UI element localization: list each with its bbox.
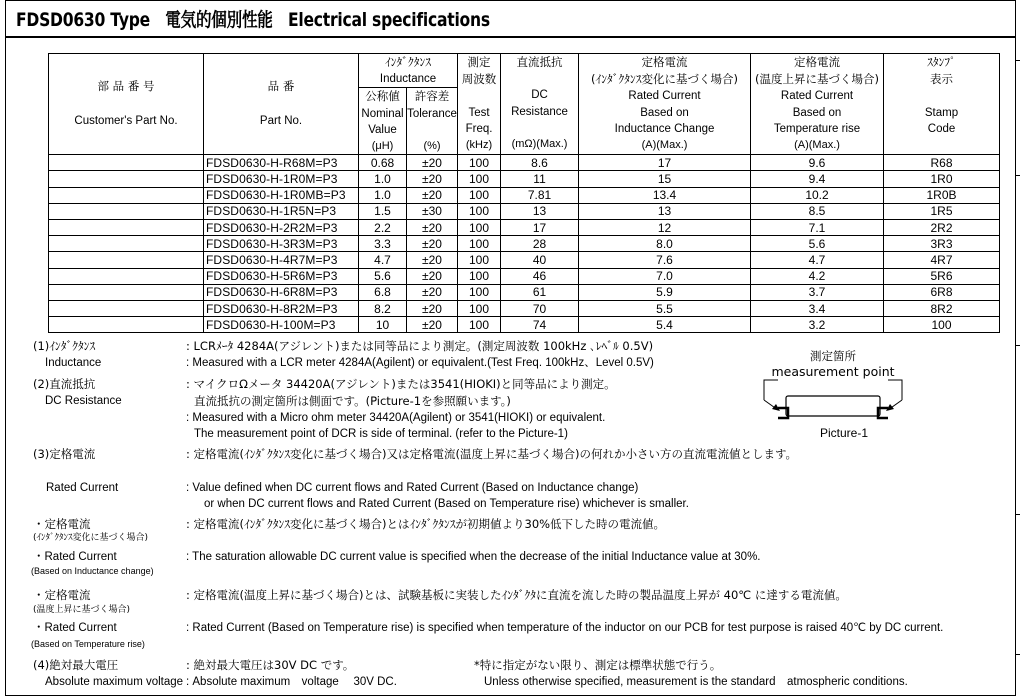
picture-label: Picture-1 bbox=[820, 426, 869, 440]
table-cell-dcr: 8.6 bbox=[501, 155, 579, 171]
table-cell-stamp: 5R6 bbox=[884, 268, 1000, 284]
table-cell-customer bbox=[49, 252, 204, 268]
table-cell-part: FDSD0630-H-100M=P3 bbox=[204, 317, 359, 333]
table-cell-part: FDSD0630-H-2R2M=P3 bbox=[204, 219, 359, 235]
table-row bbox=[49, 155, 1000, 171]
table-cell-tol: ±20 bbox=[407, 236, 458, 252]
table-cell-rl: 5.5 bbox=[579, 300, 751, 316]
table-cell-dcr: 61 bbox=[501, 284, 579, 300]
table-cell-rl: 12 bbox=[579, 219, 751, 235]
table-cell-freq: 100 bbox=[458, 317, 501, 333]
table-row bbox=[49, 268, 1000, 284]
header-nominal-value: 公称値 Nominal Value (μH) bbox=[359, 88, 407, 155]
table-cell-nominal: 4.7 bbox=[359, 252, 407, 268]
table-cell-rl: 15 bbox=[579, 171, 751, 187]
note-rated-text-jp: : 定格電流(ｲﾝﾀﾞｸﾀﾝｽ変化に基づく場合)又は定格電流(温度上昇に基づく場合)の何れか小さい方の直流電流値とします。 bbox=[186, 447, 798, 461]
header-inductance: ｲﾝﾀﾞｸﾀﾝｽ Inductance bbox=[359, 54, 458, 88]
margin-tick bbox=[1016, 654, 1020, 655]
table-cell-freq: 100 bbox=[458, 219, 501, 235]
table-cell-part: FDSD0630-H-R68M=P3 bbox=[204, 155, 359, 171]
table-cell-nominal: 6.8 bbox=[359, 284, 407, 300]
note-rated-text-en: : Value defined when DC current flows and Rated Current (Based on Inductance change) or when DC current flows and Rated Current (Based on Temperature rise) whichever is smaller. bbox=[186, 482, 689, 510]
note-voltage-label: (4)絶対最大電圧 Absolute maximum voltage bbox=[33, 658, 184, 688]
table-cell-stamp: 1R5 bbox=[884, 203, 1000, 219]
table-cell-rl: 13 bbox=[579, 203, 751, 219]
table-cell-rl: 7.0 bbox=[579, 268, 751, 284]
table-cell-tol: ±20 bbox=[407, 219, 458, 235]
margin-tick bbox=[1016, 514, 1020, 515]
table-cell-stamp: 3R3 bbox=[884, 236, 1000, 252]
note-rated-t-label: ・定格電流 bbox=[33, 588, 91, 602]
note-dcr-label: (2)直流抵抗 DC Resistance bbox=[33, 377, 122, 407]
table-cell-dcr: 46 bbox=[501, 268, 579, 284]
table-cell-rt: 3.4 bbox=[751, 300, 884, 316]
table-row bbox=[49, 236, 1000, 252]
table-row bbox=[49, 300, 1000, 316]
note-rated-t-text-en: : Rated Current (Based on Temperature rise) is specified when temperature of the inductor on our PCB for test purpose is raised 40℃ by DC current. bbox=[186, 622, 944, 634]
table-cell-nominal: 1.0 bbox=[359, 171, 407, 187]
note-rated-t-label-en: ・Rated Current bbox=[33, 622, 117, 634]
table-cell-customer bbox=[49, 236, 204, 252]
table-cell-freq: 100 bbox=[458, 284, 501, 300]
table-row bbox=[49, 219, 1000, 235]
table-cell-rt: 5.6 bbox=[751, 236, 884, 252]
table-row bbox=[49, 171, 1000, 187]
header-test-freq: 測定 周波数 Test Freq. (kHz) bbox=[458, 54, 501, 155]
table-cell-dcr: 11 bbox=[501, 171, 579, 187]
table-cell-stamp: 1R0 bbox=[884, 171, 1000, 187]
table-cell-freq: 100 bbox=[458, 203, 501, 219]
note-rated-t-sub-en: (Based on Temperature rise) bbox=[31, 639, 145, 649]
table-cell-rt: 3.7 bbox=[751, 284, 884, 300]
table-row bbox=[49, 203, 1000, 219]
header-dc-resistance: 直流抵抗 DC Resistance (mΩ)(Max.) bbox=[501, 54, 579, 155]
table-cell-customer bbox=[49, 268, 204, 284]
table-cell-customer bbox=[49, 317, 204, 333]
note-rated-l-text-jp: : 定格電流(ｲﾝﾀﾞｸﾀﾝｽ変化に基づく場合)とはｲﾝﾀﾞｸﾀﾝｽが初期値より30%低下した時の電流値。 bbox=[186, 517, 666, 531]
header-part-no: 品 番 Part No. bbox=[204, 54, 359, 155]
spec-table bbox=[48, 53, 1000, 333]
title-bar bbox=[5, 0, 1016, 38]
table-cell-customer bbox=[49, 171, 204, 187]
note-rated-l-label: ・定格電流 bbox=[33, 517, 91, 531]
table-cell-stamp: 8R2 bbox=[884, 300, 1000, 316]
table-cell-customer bbox=[49, 155, 204, 171]
margin-tick bbox=[1016, 60, 1020, 61]
table-cell-tol: ±20 bbox=[407, 187, 458, 203]
note-voltage-text: : 絶対最大電圧は30V DC です。 : Absolute maximum voltage 30V DC. bbox=[186, 658, 397, 688]
table-cell-freq: 100 bbox=[458, 187, 501, 203]
table-row bbox=[49, 187, 1000, 203]
header-customer-part: 部 品 番 号 Customer's Part No. bbox=[49, 54, 204, 155]
table-cell-part: FDSD0630-H-8R2M=P3 bbox=[204, 300, 359, 316]
page-title: FDSD0630 Type 電気的個別性能 Electrical specifications bbox=[16, 9, 490, 31]
table-cell-nominal: 0.68 bbox=[359, 155, 407, 171]
table-cell-nominal: 2.2 bbox=[359, 219, 407, 235]
table-cell-nominal: 10 bbox=[359, 317, 407, 333]
note-rated-t-text-jp: : 定格電流(温度上昇に基づく場合)とは、試験基板に実装したｲﾝﾀﾞｸﾀに直流を流した時の製品温度上昇が 40℃ に達する電流値。 bbox=[186, 588, 847, 602]
table-cell-nominal: 1.5 bbox=[359, 203, 407, 219]
table-cell-rt: 9.4 bbox=[751, 171, 884, 187]
table-cell-rt: 3.2 bbox=[751, 317, 884, 333]
note-rated-l-sub-en: (Based on Inductance change) bbox=[31, 566, 154, 576]
header-rated-current-temperature: 定格電流 (温度上昇に基づく場合) Rated Current Based on Temperature rise (A)(Max.) bbox=[751, 54, 884, 155]
table-cell-freq: 100 bbox=[458, 171, 501, 187]
table-cell-part: FDSD0630-H-1R0MB=P3 bbox=[204, 187, 359, 203]
note-inductance-text: : LCRﾒｰﾀ 4284A(アジレント)または同等品により測定。(測定周波数 100kHz ､ﾚﾍﾞﾙ 0.5V) : Measured with a LCR meter 4284A(Agilent) or equivalent.(Test Freq. 100kHz、Level 0.5V) bbox=[186, 339, 654, 369]
header-stamp-code: ｽﾀﾝﾌﾟ 表示 Stamp Code bbox=[884, 54, 1000, 155]
bracket-right-line bbox=[888, 380, 902, 388]
note-rated-l-sub-jp: (ｲﾝﾀﾞｸﾀﾝｽ変化に基づく場合) bbox=[33, 533, 149, 543]
table-cell-tol: ±20 bbox=[407, 317, 458, 333]
table-cell-stamp: R68 bbox=[884, 155, 1000, 171]
note-rated-label-en: Rated Current bbox=[46, 482, 119, 494]
inductor-body bbox=[786, 396, 880, 416]
note-dcr-text: : マイクロΩメータ 34420A(アジレント)または3541(HIOKI)と同等品により測定。 直流抵抗の測定箇所は側面です。(Picture-1を参照願います。) : Measured with a Micro ohm meter 34420A(Agilent) or 3541(HIOKI) or equivalent. The measurement point of DCR is side of terminal. (refer to the Picture-1) bbox=[186, 377, 616, 440]
table-cell-nominal: 3.3 bbox=[359, 236, 407, 252]
table-cell-nominal: 5.6 bbox=[359, 268, 407, 284]
table-cell-customer bbox=[49, 284, 204, 300]
table-cell-customer bbox=[49, 187, 204, 203]
table-cell-dcr: 40 bbox=[501, 252, 579, 268]
table-row bbox=[49, 317, 1000, 333]
note-conditions: *特に指定がない限り、測定は標準状態で行う。 Unless otherwise specified, measurement is the standard atmospheric conditions. bbox=[474, 658, 908, 688]
note-rated-label-jp: (3)定格電流 bbox=[33, 447, 96, 461]
table-cell-freq: 100 bbox=[458, 155, 501, 171]
table-cell-rl: 5.9 bbox=[579, 284, 751, 300]
table-cell-rl: 8.0 bbox=[579, 236, 751, 252]
table-cell-rt: 9.6 bbox=[751, 155, 884, 171]
table-cell-dcr: 70 bbox=[501, 300, 579, 316]
note-rated-t-sub-jp: (温度上昇に基づく場合) bbox=[33, 605, 131, 615]
bracket-left-line bbox=[764, 380, 778, 388]
table-cell-freq: 100 bbox=[458, 236, 501, 252]
table-cell-tol: ±20 bbox=[407, 284, 458, 300]
table-cell-tol: ±20 bbox=[407, 155, 458, 171]
table-cell-part: FDSD0630-H-4R7M=P3 bbox=[204, 252, 359, 268]
spec-table-body bbox=[49, 155, 1000, 333]
table-cell-part: FDSD0630-H-5R6M=P3 bbox=[204, 268, 359, 284]
header-rated-current-inductance: 定格電流 (ｲﾝﾀﾞｸﾀﾝｽ変化に基づく場合) Rated Current Based on Inductance Change (A)(Max.) bbox=[579, 54, 751, 155]
table-cell-stamp: 6R8 bbox=[884, 284, 1000, 300]
table-cell-rl: 13.4 bbox=[579, 187, 751, 203]
table-cell-rt: 10.2 bbox=[751, 187, 884, 203]
table-cell-rt: 7.1 bbox=[751, 219, 884, 235]
table-cell-dcr: 17 bbox=[501, 219, 579, 235]
margin-tick bbox=[1016, 175, 1020, 176]
table-cell-customer bbox=[49, 300, 204, 316]
table-cell-dcr: 28 bbox=[501, 236, 579, 252]
table-cell-dcr: 13 bbox=[501, 203, 579, 219]
table-cell-rl: 7.6 bbox=[579, 252, 751, 268]
table-cell-stamp: 1R0B bbox=[884, 187, 1000, 203]
table-row bbox=[49, 284, 1000, 300]
table-cell-tol: ±30 bbox=[407, 203, 458, 219]
picture-title: 測定箇所 measurement point bbox=[771, 349, 895, 379]
table-cell-dcr: 7.81 bbox=[501, 187, 579, 203]
table-cell-tol: ±20 bbox=[407, 252, 458, 268]
table-cell-rl: 5.4 bbox=[579, 317, 751, 333]
margin-tick bbox=[1016, 345, 1020, 346]
table-cell-freq: 100 bbox=[458, 252, 501, 268]
table-cell-stamp: 4R7 bbox=[884, 252, 1000, 268]
table-cell-nominal: 1.0 bbox=[359, 187, 407, 203]
table-cell-stamp: 100 bbox=[884, 317, 1000, 333]
table-cell-part: FDSD0630-H-3R3M=P3 bbox=[204, 236, 359, 252]
table-cell-part: FDSD0630-H-1R0M=P3 bbox=[204, 171, 359, 187]
table-cell-tol: ±20 bbox=[407, 300, 458, 316]
header-tolerance: 許容差 Tolerance (%) bbox=[407, 88, 458, 155]
table-cell-part: FDSD0630-H-6R8M=P3 bbox=[204, 284, 359, 300]
table-cell-rt: 4.7 bbox=[751, 252, 884, 268]
table-cell-stamp: 2R2 bbox=[884, 219, 1000, 235]
table-cell-rt: 4.2 bbox=[751, 268, 884, 284]
table-cell-freq: 100 bbox=[458, 268, 501, 284]
table-cell-dcr: 74 bbox=[501, 317, 579, 333]
table-cell-customer bbox=[49, 203, 204, 219]
note-rated-l-label-en: ・Rated Current bbox=[33, 551, 117, 563]
note-inductance-label: (1)ｲﾝﾀﾞｸﾀﾝｽ Inductance bbox=[33, 339, 102, 369]
note-rated-l-text-en: : The saturation allowable DC current value is specified when the decrease of the initial Inductance value at 30%. bbox=[186, 551, 761, 563]
table-cell-tol: ±20 bbox=[407, 171, 458, 187]
table-cell-nominal: 8.2 bbox=[359, 300, 407, 316]
table-row bbox=[49, 252, 1000, 268]
table-cell-customer bbox=[49, 219, 204, 235]
table-cell-rt: 8.5 bbox=[751, 203, 884, 219]
table-cell-part: FDSD0630-H-1R5N=P3 bbox=[204, 203, 359, 219]
table-cell-tol: ±20 bbox=[407, 268, 458, 284]
table-cell-rl: 17 bbox=[579, 155, 751, 171]
table-cell-freq: 100 bbox=[458, 300, 501, 316]
